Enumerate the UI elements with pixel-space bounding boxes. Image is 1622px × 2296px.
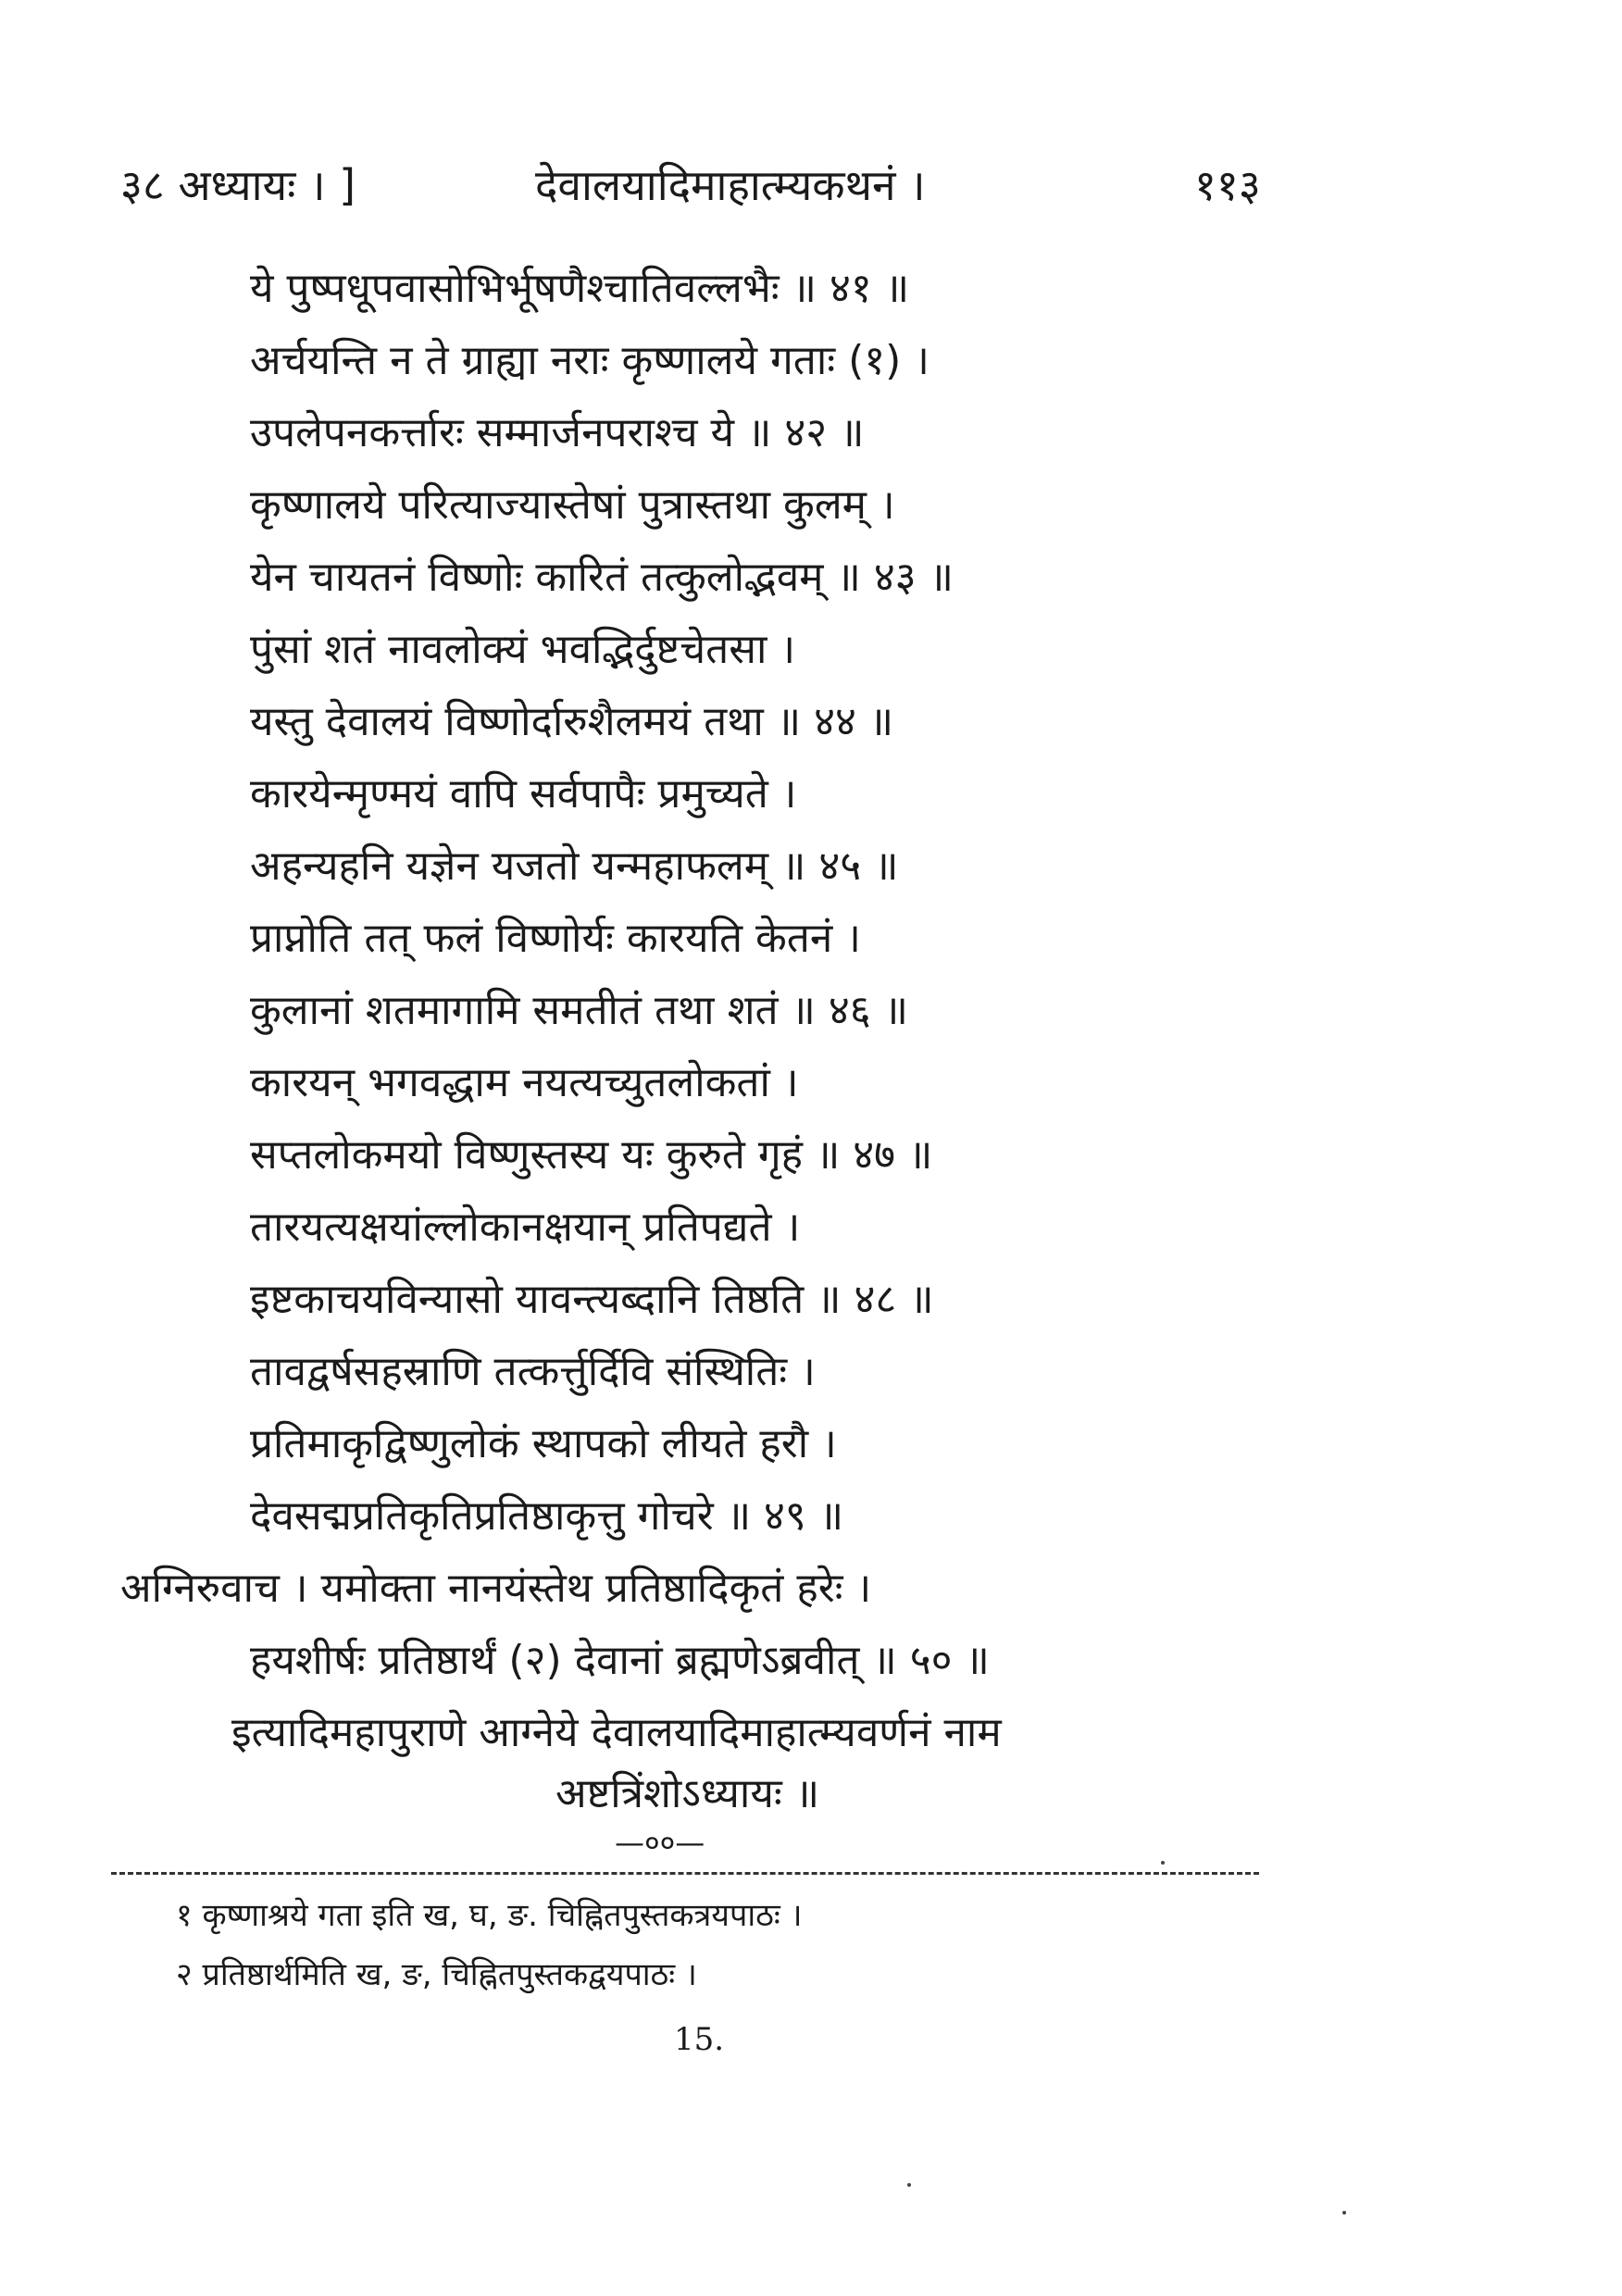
verse-line: देवसद्मप्रतिकृतिप्रतिष्ठाकृत्तु गोचरे ॥ ४९ ॥ xyxy=(250,1492,844,1540)
verse-line: ये पुष्पधूपवासोभिर्भूषणैश्चातिवल्लभैः ॥ ४१ ॥ xyxy=(250,265,910,312)
scan-speck xyxy=(1161,1861,1165,1865)
verse-line: उपलेपनकर्त्तारः सम्मार्जनपराश्च ये ॥ ४२ ॥ xyxy=(250,409,865,456)
page-number: ११३ xyxy=(1194,160,1261,210)
verse-line: कुलानां शतमागामि समतीतं तथा शतं ॥ ४६ ॥ xyxy=(250,987,908,1034)
verse-line: अहन्यहनि यज्ञेन यजतो यन्महाफलम् ॥ ४५ ॥ xyxy=(250,842,899,890)
verse-line: कृष्णालये परित्याज्यास्तेषां पुत्रास्तथा कुलम् । xyxy=(250,481,895,529)
scan-speck xyxy=(907,2183,911,2187)
page-title: देवालयादिमाहात्म्यकथनं । xyxy=(535,160,926,210)
section-ornament: —००— xyxy=(615,1825,705,1860)
folio-number: 15. xyxy=(674,2021,725,2058)
colophon-line: अष्टत्रिंशोऽध्यायः ॥ xyxy=(555,1770,820,1817)
verse-line: यस्तु देवालयं विष्णोर्दारुशैलमयं तथा ॥ ४४ ॥ xyxy=(250,698,894,745)
verse-line: प्राप्नोति तत् फलं विष्णोर्यः कारयति केतनं । xyxy=(250,915,861,962)
speaker-line: अग्निरुवाच । यमोक्ता नानयंस्तेथ प्रतिष्ठादिकृतं हरेः । xyxy=(120,1565,872,1612)
verse-line: पुंसां शतं नावलोक्यं भवद्भिर्दुष्टचेतसा । xyxy=(250,626,796,673)
colophon-line: इत्यादिमहापुराणे आग्नेये देवालयादिमाहात्म्यवर्णनं नाम xyxy=(231,1709,1002,1756)
verse-line: अर्चयन्ति न ते ग्राह्या नराः कृष्णालये गताः (१) । xyxy=(250,337,930,384)
verse-line: येन चायतनं विष्णोः कारितं तत्कुलोद्भवम् ॥ ४३ ॥ xyxy=(250,554,954,601)
verse-line: प्रतिमाकृद्विष्णुलोकं स्थापको लीयते हरौ । xyxy=(250,1420,837,1467)
chapter-label: ३८ अध्यायः । ] xyxy=(120,160,356,210)
scan-speck xyxy=(1342,2211,1346,2215)
footnote: २ प्रतिष्ठार्थमिति ख, ङ, चिह्नितपुस्तकद्वयपाठः । xyxy=(176,1956,697,1993)
verse-line: इष्टकाचयविन्यासो यावन्त्यब्दानि तिष्ठति ॥ ४८ ॥ xyxy=(250,1276,934,1323)
verse-line: कारयन् भगवद्धाम नयत्यच्युतलोकतां । xyxy=(250,1059,799,1106)
verse-line: तावद्वर्षसहस्राणि तत्कर्त्तुर्दिवि संस्थितिः । xyxy=(250,1348,816,1395)
verse-line: कारयेन्मृण्मयं वापि सर्वपापैः प्रमुच्यते । xyxy=(250,770,797,817)
verse-line: तारयत्यक्षयांल्लोकानक्षयान् प्रतिपद्यते । xyxy=(250,1204,801,1251)
page-header xyxy=(120,156,1278,220)
footnote: १ कृष्णाश्रये गता इति ख, घ, ङ. चिह्नितपुस्तकत्रयपाठः । xyxy=(176,1897,803,1934)
verse-line: हयशीर्षः प्रतिष्ठार्थं (२) देवानां ब्रह्मणेऽब्रवीत् ॥ ५० ॥ xyxy=(250,1637,990,1684)
verse-line: सप्तलोकमयो विष्णुस्तस्य यः कुरुते गृहं ॥ ४७ ॥ xyxy=(250,1131,933,1179)
footnote-divider xyxy=(111,1872,1259,1875)
